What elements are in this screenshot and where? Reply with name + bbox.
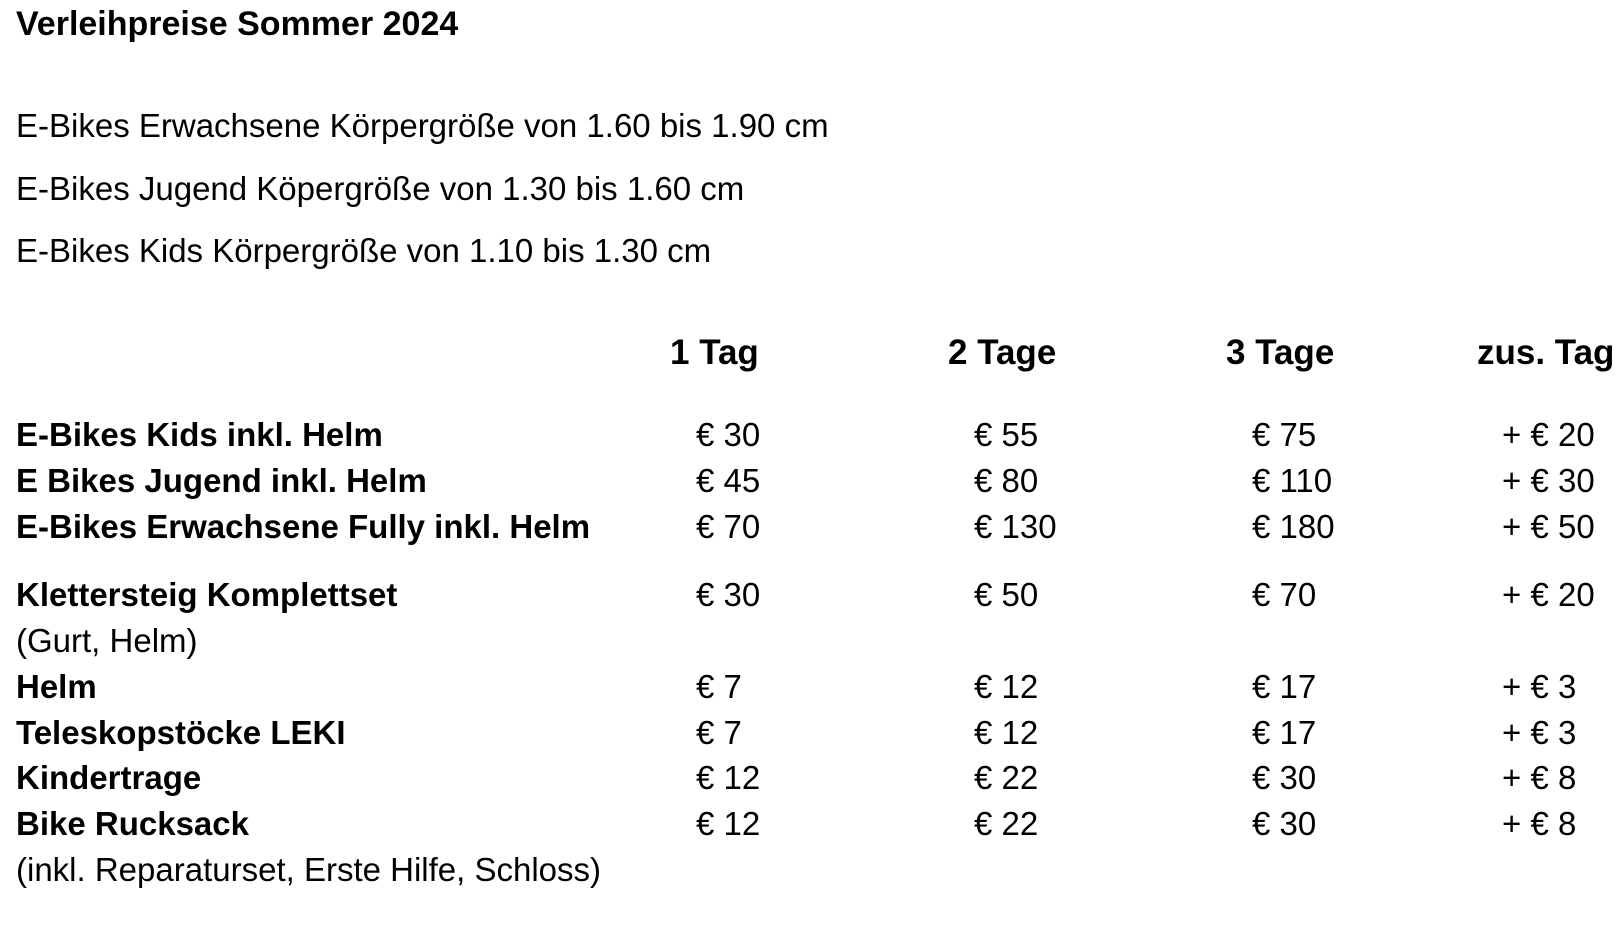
column-header-extra-day: zus. Tag: [1477, 333, 1615, 372]
description-kids: E-Bikes Kids Körpergröße von 1.10 bis 1.30 cm: [16, 232, 712, 269]
row-label: Teleskopstöcke LEKI: [16, 714, 346, 751]
price-1-day: € 12: [696, 805, 761, 842]
row-label: Klettersteig Komplettset: [16, 576, 398, 613]
price-1-day: € 70: [696, 508, 761, 545]
price-extra-day: + € 3: [1502, 668, 1577, 705]
price-2-days: € 50: [974, 576, 1039, 613]
table-row: [0, 505, 1624, 549]
price-extra-day: + € 50: [1502, 508, 1595, 545]
column-header-2-days: 2 Tage: [948, 333, 1057, 372]
row-label: E-Bikes Erwachsene Fully inkl. Helm: [16, 508, 591, 545]
price-1-day: € 7: [696, 714, 742, 751]
price-1-day: € 12: [696, 759, 761, 796]
table-row: [0, 459, 1624, 503]
price-2-days: € 130: [974, 508, 1057, 545]
price-2-days: € 80: [974, 462, 1039, 499]
page-title: Verleihpreise Sommer 2024: [16, 5, 459, 43]
price-3-days: € 30: [1252, 805, 1317, 842]
table-row: [0, 665, 1624, 709]
price-2-days: € 22: [974, 759, 1039, 796]
description-adult: E-Bikes Erwachsene Körpergröße von 1.60 bis 1.90 cm: [16, 107, 829, 144]
price-extra-day: + € 3: [1502, 714, 1577, 751]
price-2-days: € 12: [974, 714, 1039, 751]
column-header-3-days: 3 Tage: [1226, 333, 1335, 372]
price-1-day: € 7: [696, 668, 742, 705]
price-3-days: € 17: [1252, 714, 1317, 751]
price-2-days: € 22: [974, 805, 1039, 842]
price-2-days: € 55: [974, 416, 1039, 453]
price-3-days: € 70: [1252, 576, 1317, 613]
row-label: E Bikes Jugend inkl. Helm: [16, 462, 427, 499]
row-sublabel: (Gurt, Helm): [16, 622, 198, 659]
row-label: Bike Rucksack: [16, 805, 249, 842]
table-row: [0, 756, 1624, 800]
price-1-day: € 30: [696, 416, 761, 453]
table-row: [0, 573, 1624, 617]
price-1-day: € 30: [696, 576, 761, 613]
price-3-days: € 30: [1252, 759, 1317, 796]
price-1-day: € 45: [696, 462, 761, 499]
price-2-days: € 12: [974, 668, 1039, 705]
description-youth: E-Bikes Jugend Köpergröße von 1.30 bis 1.60 cm: [16, 170, 745, 207]
table-row: [0, 802, 1624, 846]
price-extra-day: + € 20: [1502, 576, 1595, 613]
price-3-days: € 17: [1252, 668, 1317, 705]
price-3-days: € 110: [1252, 462, 1333, 499]
row-label: Helm: [16, 668, 97, 705]
price-3-days: € 75: [1252, 416, 1317, 453]
price-extra-day: + € 8: [1502, 759, 1577, 796]
price-extra-day: + € 30: [1502, 462, 1595, 499]
price-extra-day: + € 20: [1502, 416, 1595, 453]
table-row: [0, 413, 1624, 457]
price-extra-day: + € 8: [1502, 805, 1577, 842]
price-3-days: € 180: [1252, 508, 1335, 545]
row-label: Kindertrage: [16, 759, 202, 796]
row-label: E-Bikes Kids inkl. Helm: [16, 416, 383, 453]
table-row: [0, 711, 1624, 755]
row-sublabel: (inkl. Reparaturset, Erste Hilfe, Schloss): [16, 851, 602, 888]
column-header-1-day: 1 Tag: [670, 333, 759, 372]
